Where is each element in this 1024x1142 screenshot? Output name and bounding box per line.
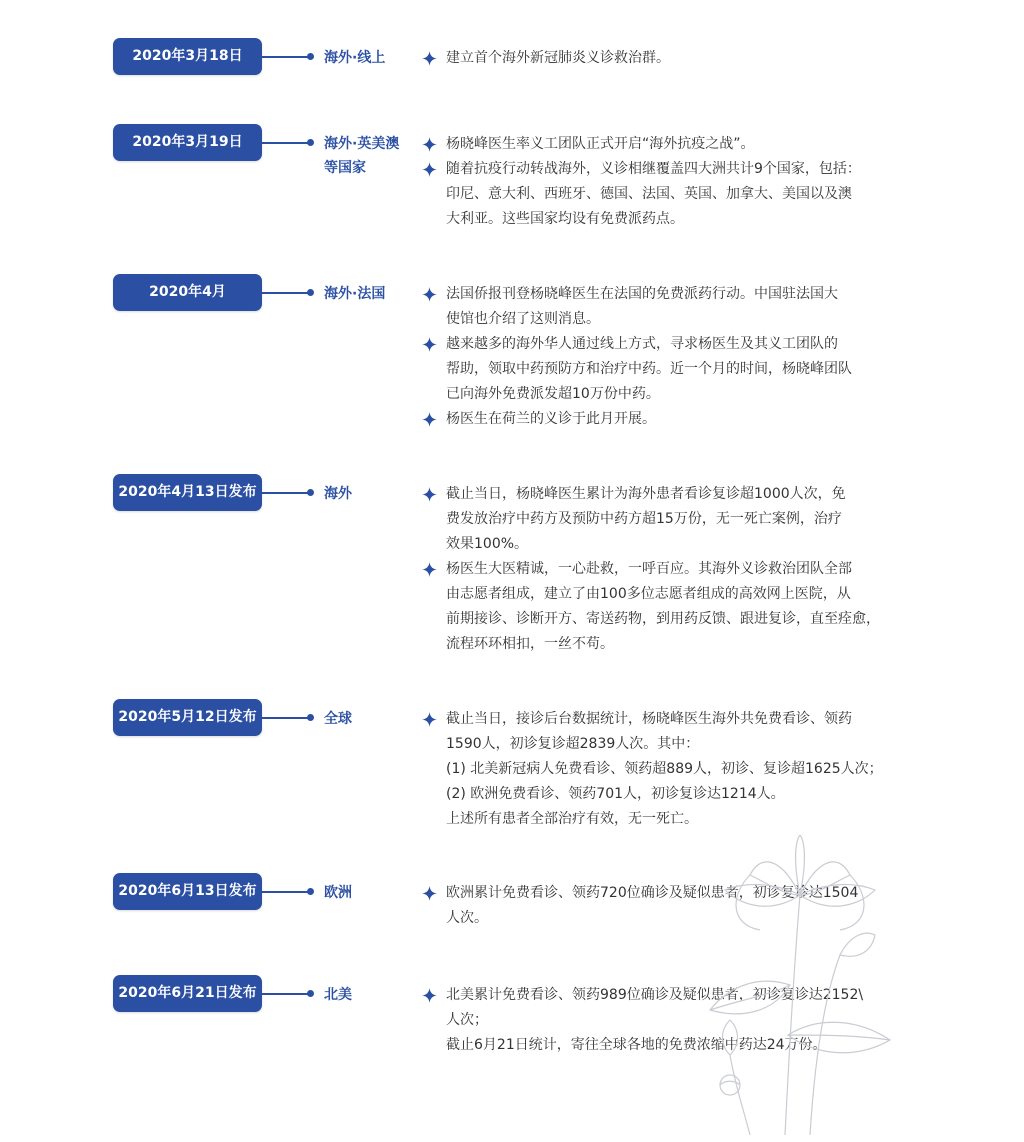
text-line: 由志愿者组成，建立了由100多位志愿者组成的高效网上医院，从 <box>446 586 851 602</box>
region-label: 海外·英美澳等国家 <box>324 136 400 176</box>
text-line: 杨医生大医精诚，一心赴救，一呼百应。其海外义诊救治团队全部 <box>446 561 852 577</box>
text-line: 大利亚。这些国家均设有免费派药点。 <box>446 211 684 227</box>
region-label: 北美 <box>324 987 352 1003</box>
bullet-list <box>420 707 920 832</box>
connector-dot <box>307 714 314 721</box>
four-point-star-icon <box>422 412 437 427</box>
date-badge: 2020年4月13日发布 <box>113 474 262 511</box>
connector-dot <box>307 888 314 895</box>
text-line: 截止当日，接诊后台数据统计，杨晓峰医生海外共免费看诊、领药 <box>446 711 852 727</box>
connector-line <box>262 993 310 995</box>
text-line: 帮助，领取中药预防方和治疗中药。近一个月的时间，杨晓峰团队 <box>446 361 852 377</box>
text-line: 建立首个海外新冠肺炎义诊救治群。 <box>446 50 670 66</box>
connector-dot <box>307 990 314 997</box>
date-badge: 2020年5月12日发布 <box>113 699 262 736</box>
bullet-list <box>420 46 920 71</box>
date-badge: 2020年4月 <box>113 274 262 311</box>
bullet-item <box>420 132 920 157</box>
date-badge: 2020年6月21日发布 <box>113 975 262 1012</box>
connector-line <box>262 292 310 294</box>
four-point-star-icon <box>422 137 437 152</box>
text-line: (2) 欧洲免费看诊、领药701人，初诊复诊达1214人。 <box>446 786 785 802</box>
region-label: 海外·法国 <box>324 286 386 302</box>
connector-line <box>262 717 310 719</box>
bullet-list <box>420 482 920 657</box>
bullet-item <box>420 707 920 832</box>
text-line: 前期接诊、诊断开方、寄送药物，到用药反馈、跟进复诊，直至痊愈， <box>446 611 880 627</box>
text-line: 越来越多的海外华人通过线上方式，寻求杨医生及其义工团队的 <box>446 336 838 352</box>
bullet-list <box>420 282 920 432</box>
connector-dot <box>307 289 314 296</box>
text-line: 法国侨报刊登杨晓峰医生在法国的免费派药行动。中国驻法国大 <box>446 286 838 302</box>
text-line: 费发放治疗中药方及预防中药方超15万份，无一死亡案例，治疗 <box>446 511 842 527</box>
text-line: 截止6月21日统计，寄往全球各地的免费浓缩中药达24万份。 <box>446 1037 827 1053</box>
connector-line <box>262 56 310 58</box>
text-line: 北美累计免费看诊、领药989位确诊及疑似患者，初诊复诊达2152\ <box>446 987 864 1003</box>
bullet-item <box>420 407 920 432</box>
connector-line <box>262 891 310 893</box>
bullet-item <box>420 282 920 332</box>
four-point-star-icon <box>422 162 437 177</box>
text-line: 1590人，初诊复诊超2839人次。其中： <box>446 736 700 752</box>
text-line: 截止当日，杨晓峰医生累计为海外患者看诊复诊超1000人次，免 <box>446 486 846 502</box>
bullet-item <box>420 332 920 407</box>
date-badge: 2020年6月13日发布 <box>113 873 262 910</box>
bullet-item <box>420 557 920 657</box>
four-point-star-icon <box>422 712 437 727</box>
text-line: 流程环环相扣，一丝不苟。 <box>446 636 614 652</box>
four-point-star-icon <box>422 988 437 1003</box>
four-point-star-icon <box>422 487 437 502</box>
connector-dot <box>307 139 314 146</box>
four-point-star-icon <box>422 886 437 901</box>
connector-line <box>262 492 310 494</box>
four-point-star-icon <box>422 287 437 302</box>
text-line: 杨医生在荷兰的义诊于此月开展。 <box>446 411 656 427</box>
text-line: 人次。 <box>446 910 488 926</box>
bullet-item <box>420 482 920 557</box>
region-label: 海外 <box>324 486 352 502</box>
region-label: 全球 <box>324 711 352 727</box>
four-point-star-icon <box>422 562 437 577</box>
four-point-star-icon <box>422 337 437 352</box>
lotus-decoration <box>690 835 910 1135</box>
text-line: 已向海外免费派发超10万份中药。 <box>446 386 660 402</box>
region-label: 欧洲 <box>324 885 352 901</box>
text-line: 印尼、意大利、西班牙、德国、法国、英国、加拿大、美国以及澳 <box>446 186 852 202</box>
text-line: 使馆也介绍了这则消息。 <box>446 311 600 327</box>
bullet-item <box>420 46 920 71</box>
bullet-list <box>420 132 920 232</box>
text-line: (1) 北美新冠病人免费看诊、领药超889人，初诊、复诊超1625人次； <box>446 761 883 777</box>
date-badge: 2020年3月19日 <box>113 124 262 161</box>
connector-line <box>262 142 310 144</box>
text-line: 随着抗疫行动转战海外，义诊相继覆盖四大洲共计9个国家，包括： <box>446 161 861 177</box>
text-line: 杨晓峰医生率义工团队正式开启“海外抗疫之战”。 <box>446 136 755 152</box>
four-point-star-icon <box>422 51 437 66</box>
text-line: 人次； <box>446 1012 488 1028</box>
date-badge: 2020年3月18日 <box>113 38 262 75</box>
text-line: 欧洲累计免费看诊、领药720位确诊及疑似患者，初诊复诊达1504 <box>446 885 859 901</box>
connector-dot <box>307 489 314 496</box>
text-line: 效果100%。 <box>446 536 529 552</box>
bullet-item <box>420 157 920 232</box>
text-line: 上述所有患者全部治疗有效，无一死亡。 <box>446 811 698 827</box>
connector-dot <box>307 53 314 60</box>
region-label: 海外·线上 <box>324 50 386 66</box>
